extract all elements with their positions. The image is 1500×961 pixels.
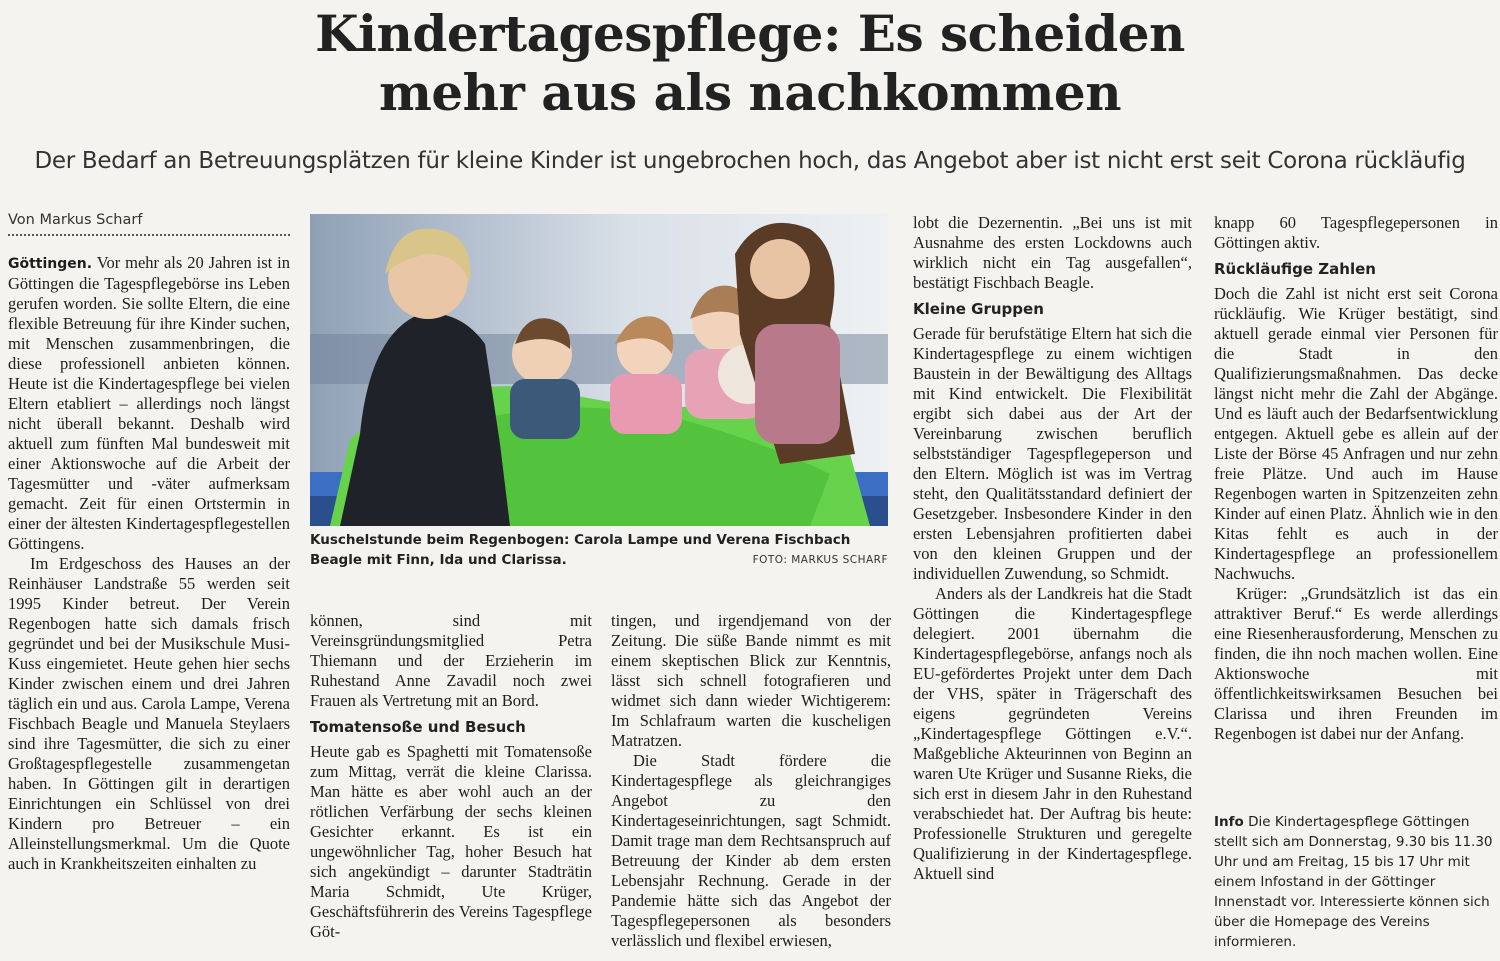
article-photo: [310, 214, 888, 526]
article-column-2: [310, 611, 592, 942]
photo-credit: FOTO: MARKUS SCHARF: [752, 554, 888, 566]
info-box: [1214, 812, 1498, 952]
article-column-3: [611, 611, 891, 951]
article-column-5: [1214, 213, 1498, 744]
subheading: Rückläufige Zahlen: [1214, 260, 1376, 278]
paragraph: Krüger: „Grundsätzlich ist das ein attraktiver Beruf.“ Es werde allerdings eine Riesenherausforderung, Menschen zu finden, die ihn noch machen wollen. Eine Aktionswoche mit öffentlichkeitswirksamen Besuchen bei Clarissa und ihren Freunden im Regenbogen ist dabei nur der Anfang.: [1214, 584, 1498, 743]
info-label: Info: [1214, 814, 1244, 830]
paragraph: Doch die Zahl ist nicht erst seit Corona rückläufig. Wie Krüger bestätigt, sind aktuell gerade einmal vier Personen für die Stadt in den Qualifizierungsmaßnahmen. Das decke längst nicht mehr die Zahl der Abgänge. Und es läuft auch der Bedarfsentwicklung entgegen. Aktuell gebe es allein auf der Liste der Börse 45 Anfragen und nur zehn freie Plätze. Und auch im Hause Regenbogen warten in Spitzenzeiten zehn Kinder auf einen Platz. Ähnlich wie in den Kitas fehlt es auch in der Kindertagespflege an professionellem Nachwuchs.: [1214, 284, 1498, 583]
caption-text: Kuschelstunde beim Regenbogen: Carola Lampe und Verena Fischbach Beagle mit Finn, Ida und Clarissa.: [310, 532, 851, 568]
paragraph: lobt die Dezernentin. „Bei uns ist mit Ausnahme des ersten Lockdowns auch wirklich nicht ein Tag ausgefallen“, bestätigt Fischbach Beagle.: [913, 213, 1192, 292]
byline: Von Markus Scharf: [8, 212, 290, 236]
paragraph: Anders als der Landkreis hat die Stadt Göttingen die Kindertagespflege delegiert. 2001 übernahm die Kindertagespflegebörse, anfangs noch als EU-gefördertes Projekt unter dem Dach der VHS, später in Trägerschaft des eigens gegründeten Vereins „Kindertagespflege Göttingen e.V.“. Maßgebliche Akteurinnen von Beginn an waren Ute Krüger und Susanne Rieks, die sich erst in diesem Jahr in den Ruhestand verabschiedet hat. Der Auftrag bis heute: Professionelle Strukturen und geregelte Qualifizierung in der Kindertagespflege. Aktuell sind: [913, 584, 1192, 883]
headline: [0, 4, 1500, 122]
photo-caption: [310, 530, 888, 570]
paragraph: können, sind mit Vereinsgründungsmitglied Petra Thiemann und der Erzieherin im Ruhestand Anne Zavadil noch zwei Frauen als Vertretung mit an Bord.: [310, 611, 592, 710]
paragraph: Gerade für berufstätige Eltern hat sich die Kindertagespflege zu einem wichtigen Baustein in der Bewältigung des Alltags mit Kind entwickelt. Die Flexibilität ergibt sich dabei aus der Art der Vereinbarung zwischen beruflich selbstständiger Tagespflegeperson und den Eltern. Möglich ist was im Vertrag steht, den Qualitätsstandard definiert der Gesetzgeber. Insbesondere Kinder in den ersten Lebensjahren profitierten dabei von den kleinen Gruppen und der individuellen Zuwendung, so Schmidt.: [913, 324, 1192, 583]
photo-illustration: [310, 214, 888, 526]
headline-line-1: Kindertagespflege: Es scheiden: [315, 4, 1185, 63]
subheadline: Der Bedarf an Betreuungsplätzen für kleine Kinder ist ungebrochen hoch, das Angebot aber ist nicht erst seit Corona rückläufig: [34, 148, 1466, 174]
article-column-4: [913, 213, 1192, 884]
article-column-1: [8, 253, 290, 874]
paragraph: [8, 253, 290, 554]
paragraph: Die Stadt fördere die Kindertagespflege als gleichrangiges Angebot zu den Kindertageseinrichtungen, sagt Schmidt. Damit trage man dem Rechtsanspruch auf Betreuung der Kinder ab dem ersten Lebensjahr Rechnung. Gerade in der Pandemie hätte sich das Angebot der Tagespflegepersonen als besonders verlässlich und flexibel erwiesen,: [611, 751, 891, 950]
subheading: Tomatensoße und Besuch: [310, 718, 526, 736]
paragraph: knapp 60 Tagespflegepersonen in Göttingen aktiv.: [1214, 213, 1498, 252]
paragraph: Heute gab es Spaghetti mit Tomatensoße zum Mittag, verrät die kleine Clarissa. Man hätte es aber wohl auch an der rötlichen Verfärbung der sechs kleinen Gesichter erkannt. Es ist ein ungewöhnlicher Tag, hoher Besuch hat sich angekündigt – darunter Stadträtin Maria Schmidt, Ute Krüger, Geschäftsführerin des Vereins Tagespflege Göt-: [310, 742, 592, 941]
info-text: Die Kindertagespflege Göttingen stellt sich am Donnerstag, 9.30 bis 11.30 Uhr und am Freitag, 15 bis 17 Uhr mit einem Infostand in der Göttinger Innenstadt vor. Interessierte können sich über die Homepage des Vereins informieren.: [1214, 814, 1493, 950]
paragraph: Im Erdgeschoss des Hauses an der Reinhäuser Landstraße 55 werden seit 1995 Kinder betreut. Der Verein Regenbogen hatte sich damals frisch gegründet und bei der Musikschule Musi-Kuss eingemietet. Heute gehen hier sechs Kinder zwischen einem und drei Jahren täglich ein und aus. Carola Lampe, Verena Fischbach Beagle und Manuela Steylaers sind ihre Tagesmütter, die sich zu einer Großtagespflegestelle zusammengetan haben. In Göttingen gilt in derartigen Einrichtungen ein Schlüssel von drei Kindern pro Betreuer – ein Alleinstellungsmerkmal. Um die Quote auch in Krankheitszeiten einhalten zu: [8, 554, 290, 873]
paragraph: tingen, und irgendjemand von der Zeitung. Die süße Bande nimmt es mit einem skeptischen Blick zur Kenntnis, lässt sich schnell fotografieren und widmet sich dann wieder Wichtigerem: Im Schlafraum warten die kuscheligen Matratzen.: [611, 611, 891, 750]
paragraph-text: Vor mehr als 20 Jahren ist in Göttingen die Tagespflegebörse ins Leben gerufen worden. Sie sollte Eltern, die eine flexible Betreuung für ihre Kinder suchen, mit Menschen zusammenbringen, die diese professionell anbieten können. Heute ist die Kindertagespflege bei vielen Eltern etabliert – allerdings noch längst nicht überall bekannt. Deshalb wird aktuell zum fünften Mal bundesweit mit einer Aktionswoche auf die Arbeit der Tagesmütter und -väter aufmerksam gemacht. Zeit für einen Ortstermin in einer der ältesten Kindertagespflegestellen Göttingens.: [8, 253, 290, 553]
dateline: Göttingen.: [8, 256, 93, 272]
subheading: Kleine Gruppen: [913, 300, 1044, 318]
headline-line-2: mehr aus als nachkommen: [378, 63, 1122, 122]
